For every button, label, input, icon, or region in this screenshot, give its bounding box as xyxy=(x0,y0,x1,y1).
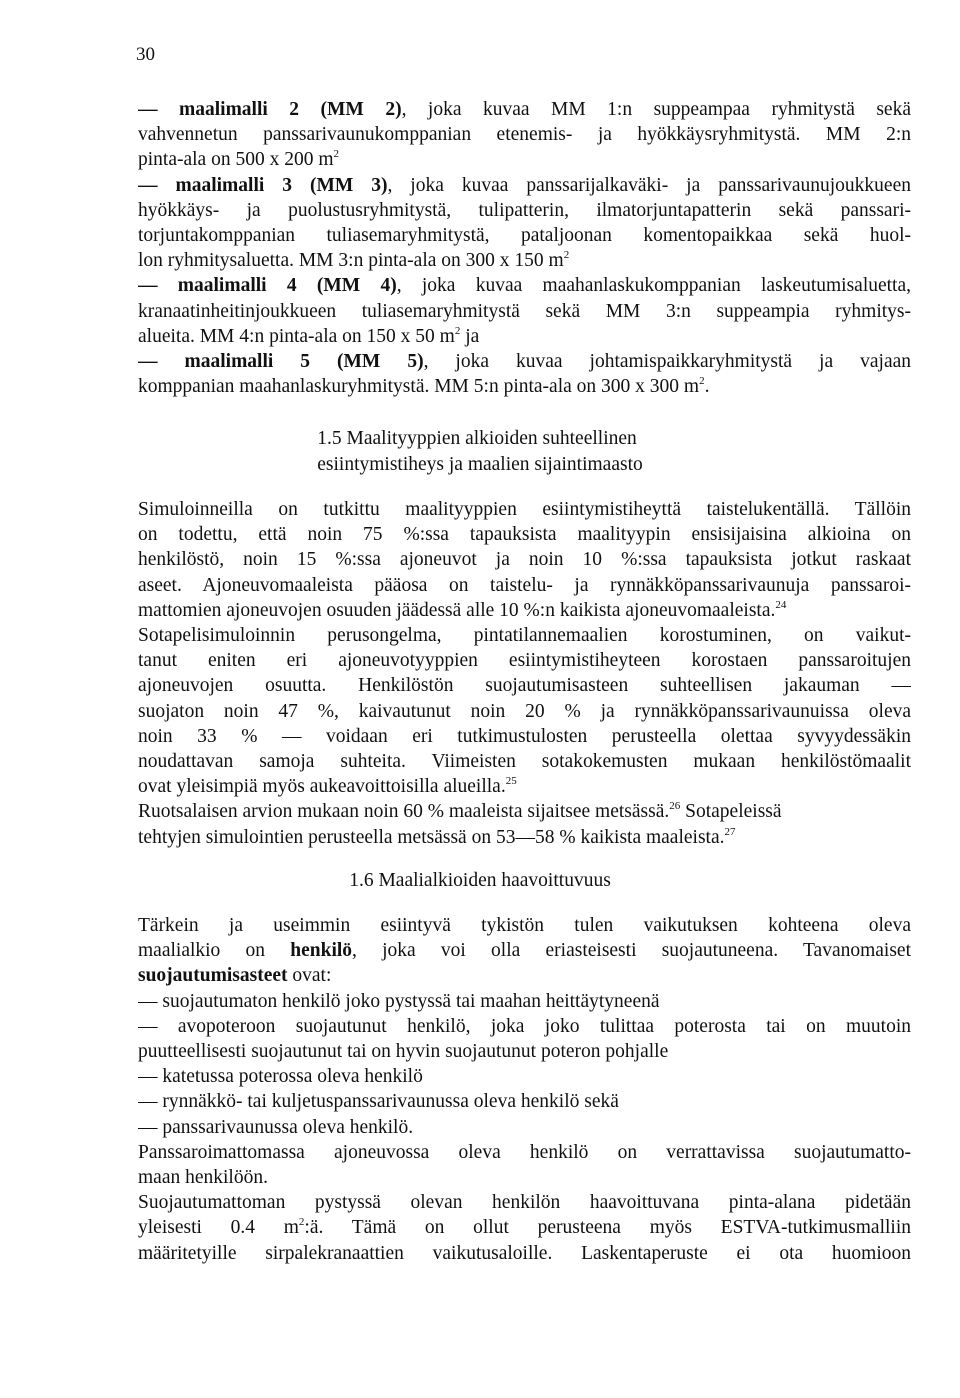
line-text: , joka kuvaa johtamispaikkaryhmitystä ja vajaan xyxy=(423,351,911,373)
text-line xyxy=(138,522,911,547)
line-text: , joka kuvaa panssarijalkaväki- ja panssarivaunujoukkueen xyxy=(387,174,911,196)
line-text: määritetyille sirpalekranaattien vaikutusaloille. Laskentaperuste ei ota huomioon xyxy=(138,1242,911,1264)
text-line xyxy=(138,699,911,724)
footnote-marker: 2 xyxy=(454,324,461,337)
line-text: pinta-ala on 500 x 200 m xyxy=(138,149,334,171)
text-line xyxy=(138,938,911,963)
text-line xyxy=(138,1241,911,1266)
line-text: ovat: xyxy=(287,965,332,987)
line-text: vahvennetun panssarivaunukomppanian etenemis- ja hyökkäysryhmitystä. MM 2:n xyxy=(138,124,911,146)
line-text: Sotapelisimuloinnin perusongelma, pintatilannemaalien korostuminen, on vaikut- xyxy=(138,625,911,647)
section-heading-1-6 xyxy=(0,868,960,894)
line-text: ajoneuvojen osuutta. Henkilöstön suojautumisasteen suhteellisen jakauman — xyxy=(138,675,911,697)
text-line xyxy=(138,598,911,623)
line-text: alueita. MM 4:n pinta-ala on 150 x 50 m xyxy=(138,325,455,347)
line-text: Simuloinneilla on tutkittu maalityyppien esiintymistiheyttä taistelukentällä. Tällöin xyxy=(138,499,911,520)
footnote-marker: 26 xyxy=(669,800,681,813)
line-text: ovat yleisimpiä myös aukeavoittoisilla alueilla. xyxy=(138,776,506,798)
line-text: , joka kuvaa MM 1:n suppeampaa ryhmitystä sekä xyxy=(401,99,911,120)
text-line xyxy=(138,122,911,147)
line-text: noudattavan samoja suhteita. Viimeisten sotakokemusten mukaan henkilöstömaalit xyxy=(138,751,911,773)
text-line xyxy=(138,223,911,248)
line-text: hyökkäys- ja puolustusryhmitystä, tulipatterin, ilmatorjuntapatterin sekä panssari- xyxy=(138,199,911,221)
bold-term: — maalimalli 5 (MM 5) xyxy=(138,351,424,373)
line-text: — avopoteroon suojautunut henkilö, joka joko tulittaa poterosta tai on muutoin xyxy=(138,1015,911,1037)
bold-term: — maalimalli 4 (MM 4) xyxy=(138,275,397,297)
heading-line-2: esiintymistiheys ja maalien sijaintimaasto xyxy=(317,454,643,475)
bold-term: — maalimalli 2 (MM 2) xyxy=(138,99,402,120)
line-text: Suojautumattoman pystyssä olevan henkilön haavoittuvana pinta-alana pidetään xyxy=(138,1192,911,1214)
text-line xyxy=(138,547,911,572)
line-text: ja xyxy=(460,325,480,347)
text-line xyxy=(138,989,911,1014)
bold-term: suojautumisasteet xyxy=(138,965,288,987)
line-text: Tärkein ja useimmin esiintyvä tykistön tulen vaikutuksen kohteena oleva xyxy=(138,915,911,936)
footnote-marker: 27 xyxy=(724,825,736,838)
text-line xyxy=(138,1115,911,1140)
text-line xyxy=(138,97,911,122)
text-line xyxy=(138,913,911,938)
section-heading-1-5 xyxy=(0,426,960,478)
line-text: Sotapeleissä xyxy=(680,801,782,823)
line-text: :ä. Tämä on ollut perusteena myös ESTVA-tutkimusmalliin xyxy=(304,1217,911,1239)
line-text: torjuntakomppanian tuliasemaryhmitystä, pataljoonan komentopaikkaa sekä huol- xyxy=(138,225,911,247)
line-text: komppanian maahanlaskuryhmitystä. MM 5:n pinta-ala on 300 x 300 m xyxy=(138,376,700,398)
heading-line-1: 1.5 Maalityyppien alkioiden suhteellinen xyxy=(317,428,637,449)
line-text: tehtyjen simulointien perusteella metsässä on 53—58 % kaikista maaleista. xyxy=(138,826,725,848)
line-text: noin 33 % — voidaan eri tutkimustulosten perusteella olettaa syvyydessäkin xyxy=(138,725,911,747)
line-text: lon ryhmitysaluetta. MM 3:n pinta-ala on 300 x 150 m xyxy=(138,250,564,272)
text-line xyxy=(138,774,911,799)
footnote-marker: 2 xyxy=(333,148,340,161)
footnote-marker: 2 xyxy=(298,1216,305,1229)
line-text: — rynnäkkö- tai kuljetuspanssarivaunussa oleva henkilö sekä xyxy=(138,1091,619,1113)
line-text: aseet. Ajoneuvomaaleista pääosa on taistelu- ja rynnäkköpanssarivaunuja panssaroi- xyxy=(138,574,911,596)
section-1-5-body xyxy=(138,497,911,850)
footnote-marker: 25 xyxy=(505,775,517,788)
line-text: maalialkio on xyxy=(138,940,291,962)
text-line xyxy=(138,673,911,698)
line-text: — suojautumaton henkilö joko pystyssä tai maahan heittäytyneenä xyxy=(138,990,660,1012)
text-line xyxy=(138,1190,911,1215)
text-line xyxy=(138,374,911,399)
page-number: 30 xyxy=(136,44,155,65)
text-line xyxy=(138,1089,911,1114)
text-line xyxy=(138,1140,911,1165)
line-text: on todettu, että noin 75 %:ssa tapauksista maalityypin ensisijaisina alkioina on xyxy=(138,524,911,546)
line-text: tanut eniten eri ajoneuvotyyppien esiintymistiheyteen korostaen panssaroitujen xyxy=(138,650,911,672)
text-line xyxy=(138,1165,911,1190)
line-text: — panssarivaunussa oleva henkilö. xyxy=(138,1116,414,1138)
text-line xyxy=(138,299,911,324)
section-1-6-body xyxy=(138,913,911,1266)
text-line xyxy=(138,173,911,198)
line-text: , joka kuvaa maahanlaskukomppanian laskeutumisaluetta, xyxy=(396,275,911,297)
line-text: henkilöstö, noin 15 %:ssa ajoneuvot ja noin 10 %:ssa tapauksista jotkut raskaat xyxy=(138,549,911,571)
text-line xyxy=(138,724,911,749)
text-line xyxy=(138,147,911,172)
line-text: kranaatinheitinjoukkueen tuliasemaryhmitystä sekä MM 3:n suppeampia ryhmitys- xyxy=(138,300,911,322)
bold-term: — maalimalli 3 (MM 3) xyxy=(138,174,388,196)
text-line xyxy=(138,963,911,988)
line-text: mattomien ajoneuvojen osuuden jäädessä alle 10 %:n kaikista ajoneuvomaaleista. xyxy=(138,599,776,621)
text-line xyxy=(138,1215,911,1240)
text-line xyxy=(138,273,911,298)
line-text: puutteellisesti suojautunut tai on hyvin suojautunut poteron pohjalle xyxy=(138,1041,669,1063)
text-line xyxy=(138,1014,911,1039)
line-text: — katetussa poterossa oleva henkilö xyxy=(138,1066,423,1088)
line-text: maan henkilöön. xyxy=(138,1167,268,1189)
text-line xyxy=(138,749,911,774)
text-line xyxy=(138,623,911,648)
target-models-list xyxy=(138,97,911,399)
text-line xyxy=(138,573,911,598)
heading-line: 1.6 Maalialkioiden haavoittuvuus xyxy=(349,870,611,891)
line-text: Ruotsalaisen arvion mukaan noin 60 % maaleista sijaitsee metsässä. xyxy=(138,801,670,823)
text-line xyxy=(138,324,911,349)
text-line xyxy=(138,198,911,223)
text-line xyxy=(138,1039,911,1064)
text-line xyxy=(138,799,911,824)
footnote-marker: 24 xyxy=(775,598,787,611)
text-line xyxy=(138,648,911,673)
line-text: . xyxy=(704,376,710,398)
line-text: suojaton noin 47 %, kaivautunut noin 20 % ja rynnäkköpanssarivaunuissa oleva xyxy=(138,700,911,722)
bold-term: henkilö xyxy=(290,940,353,962)
footnote-marker: 2 xyxy=(699,375,705,388)
line-text: , joka voi olla eriasteisesti suojautuneena. Tavanomaiset xyxy=(352,940,911,962)
text-line xyxy=(138,825,911,850)
line-text: yleisesti 0.4 m xyxy=(138,1217,299,1239)
text-line xyxy=(138,248,911,273)
footnote-marker: 2 xyxy=(563,249,570,262)
text-line xyxy=(138,497,911,522)
text-line xyxy=(138,349,911,374)
line-text: Panssaroimattomassa ajoneuvossa oleva henkilö on verrattavissa suojautumatto- xyxy=(138,1141,911,1163)
text-line xyxy=(138,1064,911,1089)
